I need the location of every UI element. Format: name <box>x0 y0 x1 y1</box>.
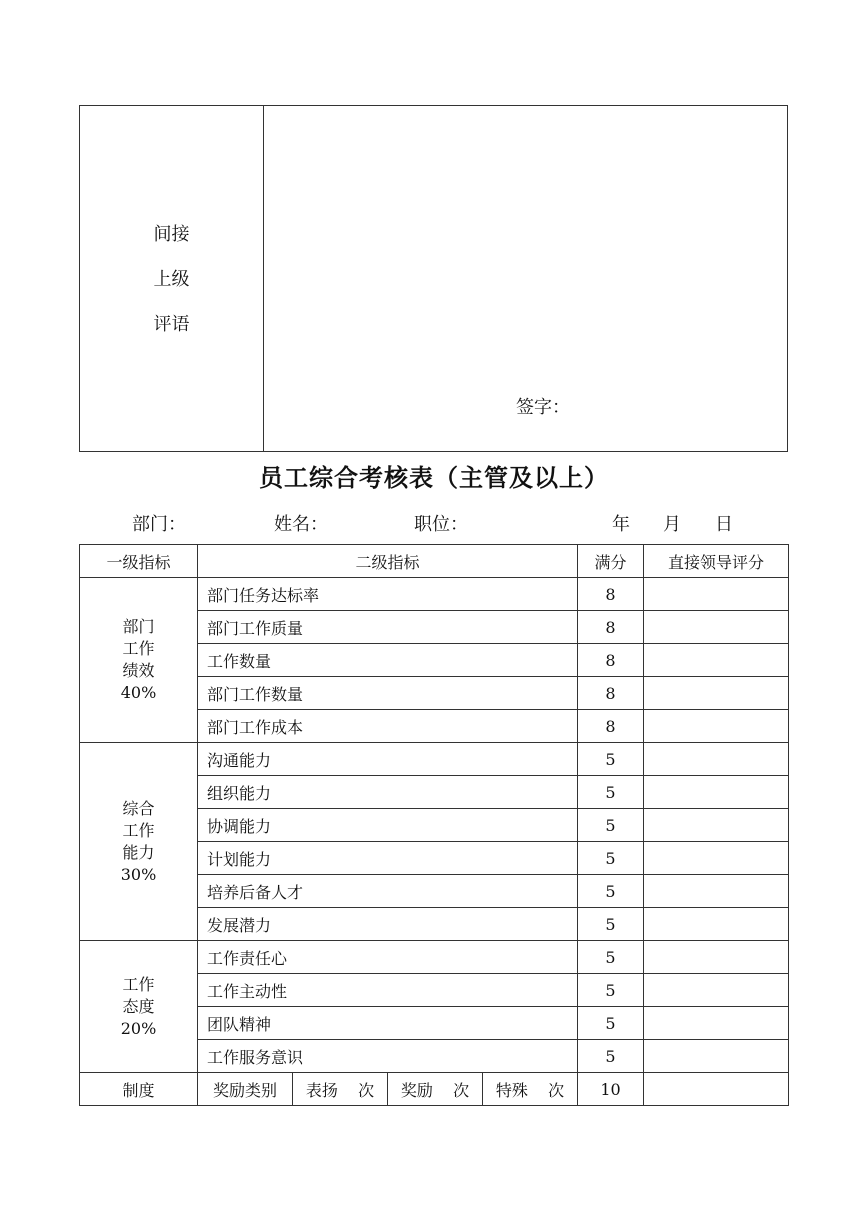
full-score-value: 5 <box>578 743 644 776</box>
comment-label-line-1: 间接 <box>153 224 190 245</box>
leader-score-input-cell[interactable] <box>644 1040 789 1073</box>
indicator-name: 部门工作数量 <box>198 677 578 710</box>
table-header-row <box>80 545 789 578</box>
category-cell <box>80 578 198 743</box>
indicator-name: 沟通能力 <box>198 743 578 776</box>
indicator-name: 组织能力 <box>198 776 578 809</box>
signature-label: 签字： <box>516 397 570 418</box>
full-score-value: 8 <box>578 677 644 710</box>
full-score-value: 5 <box>578 776 644 809</box>
table-row <box>80 941 789 974</box>
indicator-name: 工作责任心 <box>198 941 578 974</box>
indicator-name: 团队精神 <box>198 1007 578 1040</box>
reward-count-field[interactable]: 奖励 次 <box>387 1073 482 1105</box>
comment-label-line-3: 评语 <box>153 314 190 335</box>
year-label: 年 <box>612 514 630 535</box>
category-line: 能力 <box>122 842 155 862</box>
position-label: 职位： <box>414 514 468 535</box>
leader-score-input-cell[interactable] <box>644 809 789 842</box>
header-leader-score: 直接领导评分 <box>644 545 789 578</box>
full-score-value: 5 <box>578 941 644 974</box>
indicator-name: 部门工作成本 <box>198 710 578 743</box>
category-line: 20% <box>120 1018 157 1038</box>
full-score-value: 5 <box>578 1040 644 1073</box>
full-score-value: 8 <box>578 578 644 611</box>
full-score-value: 5 <box>578 974 644 1007</box>
indicator-name: 工作主动性 <box>198 974 578 1007</box>
leader-score-input-cell[interactable] <box>644 578 789 611</box>
indicator-name: 协调能力 <box>198 809 578 842</box>
system-leader-score-cell[interactable] <box>644 1073 789 1106</box>
full-score-value: 8 <box>578 644 644 677</box>
day-label: 日 <box>715 514 733 535</box>
leader-score-input-cell[interactable] <box>644 677 789 710</box>
leader-score-input-cell[interactable] <box>644 908 789 941</box>
category-line: 综合 <box>122 798 155 818</box>
leader-score-input-cell[interactable] <box>644 776 789 809</box>
category-line: 工作 <box>122 820 155 840</box>
indicator-name: 部门工作质量 <box>198 611 578 644</box>
table-row <box>80 578 789 611</box>
system-detail-split <box>198 1073 577 1105</box>
full-score-value: 5 <box>578 842 644 875</box>
category-line: 态度 <box>122 996 155 1016</box>
indicator-name: 培养后备人才 <box>198 875 578 908</box>
leader-score-input-cell[interactable] <box>644 875 789 908</box>
special-count-field[interactable]: 特殊 次 <box>482 1073 577 1105</box>
full-score-value: 5 <box>578 1007 644 1040</box>
leader-score-input-cell[interactable] <box>644 842 789 875</box>
assessment-table <box>79 544 789 1106</box>
system-row <box>80 1073 789 1106</box>
indicator-name: 计划能力 <box>198 842 578 875</box>
praise-count-field[interactable]: 表扬 次 <box>292 1073 387 1105</box>
indicator-name: 工作服务意识 <box>198 1040 578 1073</box>
leader-score-input-cell[interactable] <box>644 611 789 644</box>
full-score-value: 8 <box>578 710 644 743</box>
department-label: 部门： <box>132 514 186 535</box>
leader-score-input-cell[interactable] <box>644 710 789 743</box>
full-score-value: 5 <box>578 908 644 941</box>
comment-box-divider <box>263 106 264 451</box>
category-line: 工作 <box>122 639 155 658</box>
category-line: 30% <box>120 864 157 884</box>
leader-score-input-cell[interactable] <box>644 974 789 1007</box>
leader-score-input-cell[interactable] <box>644 743 789 776</box>
header-full-score: 满分 <box>578 545 644 578</box>
reward-type-label: 奖励类别 <box>212 1080 277 1100</box>
leader-score-input-cell[interactable] <box>644 941 789 974</box>
system-category: 制度 <box>80 1073 198 1106</box>
full-score-value: 5 <box>578 809 644 842</box>
header-level1: 一级指标 <box>80 545 198 578</box>
category-cell <box>80 941 198 1073</box>
name-label: 姓名： <box>274 514 328 535</box>
header-level2: 二级指标 <box>198 545 578 578</box>
category-line: 40% <box>120 683 157 702</box>
category-line: 工作 <box>122 974 155 994</box>
assessment-table-body <box>80 545 789 1106</box>
category-line: 部门 <box>122 617 155 636</box>
indirect-supervisor-comment-box <box>79 105 788 452</box>
full-score-value: 5 <box>578 875 644 908</box>
form-title: 员工综合考核表（主管及以上） <box>259 464 609 492</box>
indicator-name: 部门任务达标率 <box>198 578 578 611</box>
indicator-name: 工作数量 <box>198 644 578 677</box>
month-label: 月 <box>663 514 681 535</box>
category-line: 绩效 <box>122 661 155 680</box>
indicator-name: 发展潜力 <box>198 908 578 941</box>
leader-score-input-cell[interactable] <box>644 1007 789 1040</box>
system-detail-cell <box>198 1073 578 1106</box>
leader-score-input-cell[interactable] <box>644 644 789 677</box>
table-row <box>80 743 789 776</box>
comment-label-line-2: 上级 <box>153 269 190 290</box>
category-cell <box>80 743 198 941</box>
system-full-score: 10 <box>578 1073 644 1106</box>
full-score-value: 8 <box>578 611 644 644</box>
